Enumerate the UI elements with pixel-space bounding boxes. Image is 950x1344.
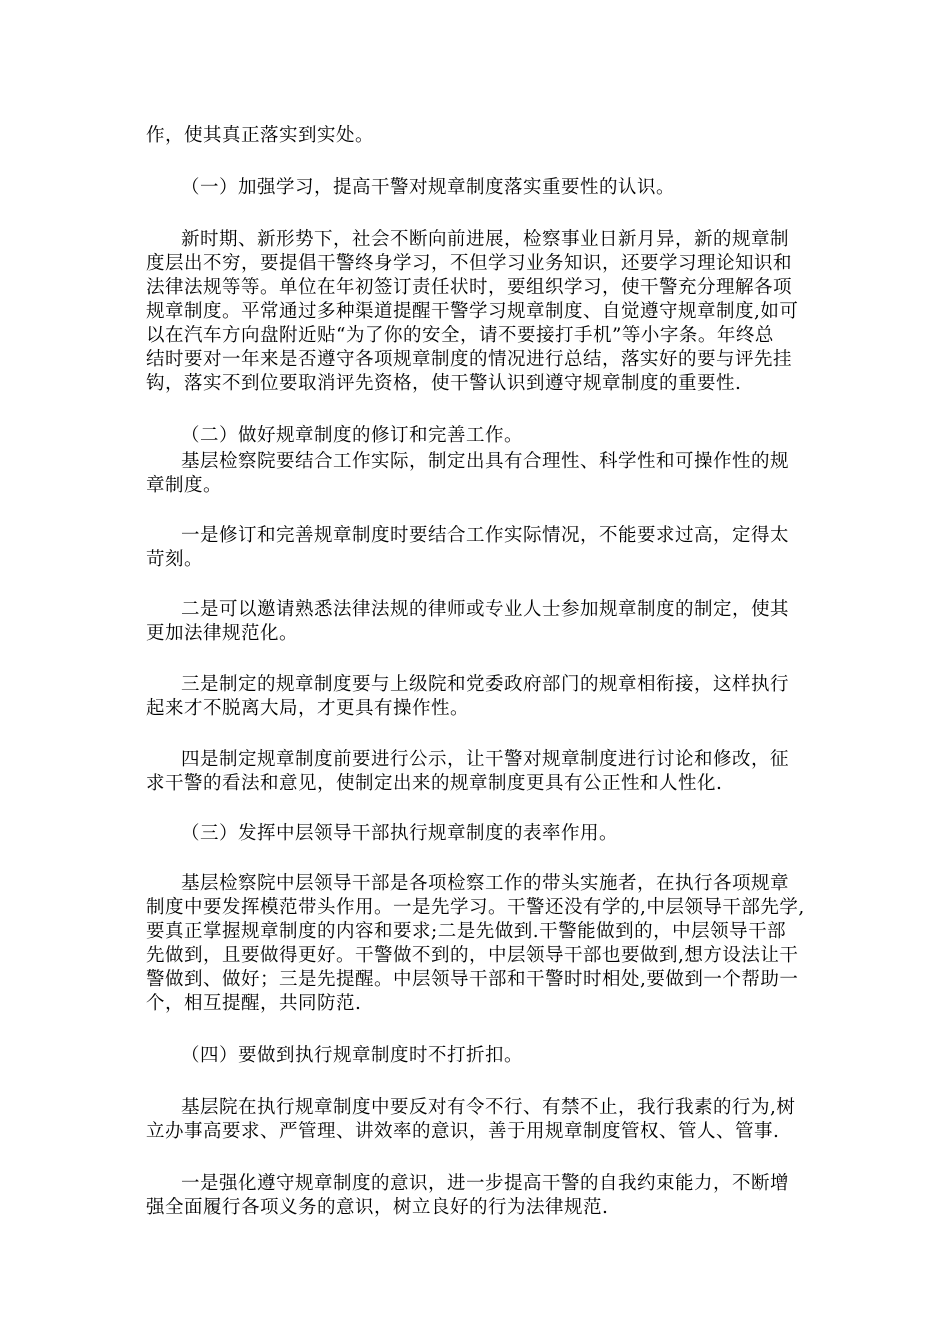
- text-line: 要真正掌握规章制度的内容和要求;二是先做到.干警能做到的，中层领导干部: [146, 921, 787, 942]
- section-heading: （四）要做到执行规章制度时不打折扣。: [181, 1045, 524, 1066]
- text-line: 章制度。: [146, 475, 223, 496]
- text-line: 基层检察院要结合工作实际，制定出具有合理性、科学性和可操作性的规: [181, 451, 790, 472]
- text-line: 强全面履行各项义务的意识，树立良好的行为法律规范.: [146, 1197, 609, 1218]
- text-line: 起来才不脱离大局，才更具有操作性。: [146, 698, 470, 719]
- text-line: 先做到，且要做得更好。干警做不到的，中层领导干部也要做到,想方设法让干: [146, 945, 799, 966]
- text-line: 制度中要发挥模范带头作用。一是先学习。干警还没有学的,中层领导干部先学,: [146, 897, 805, 918]
- text-line: 度层出不穷，要提倡干警终身学习，不但学习业务知识，还要学习理论知识和: [146, 253, 793, 274]
- text-line: 基层院在执行规章制度中要反对有令不行、有禁不止，我行我素的行为,树: [181, 1097, 796, 1118]
- text-line: 一是强化遵守规章制度的意识，进一步提高干警的自我约束能力，不断增: [181, 1173, 790, 1194]
- text-line: 二是可以邀请熟悉法律法规的律师或专业人士参加规章制度的制定，使其: [181, 599, 790, 620]
- section-heading: （一）加强学习，提高干警对规章制度落实重要性的认识。: [181, 177, 676, 198]
- text-line: 结时要对一年来是否遵守各项规章制度的情况进行总结，落实好的要与评先挂: [146, 349, 793, 370]
- section-heading: （二）做好规章制度的修订和完善工作。: [181, 425, 524, 446]
- text-line: 一是修订和完善规章制度时要结合工作实际情况，不能要求过高，定得太: [181, 525, 790, 546]
- text-line: 钩，落实不到位要取消评先资格，使干警认识到遵守规章制度的重要性.: [146, 373, 742, 394]
- text-line: 苛刻。: [146, 549, 204, 570]
- text-line: 基层检察院中层领导干部是各项检察工作的带头实施者，在执行各项规章: [181, 873, 790, 894]
- text-line: 规章制度。平常通过多种渠道提醒干警学习规章制度、自觉遵守规章制度,如可: [146, 301, 799, 322]
- text-line: 作，使其真正落实到实处。: [146, 125, 375, 146]
- text-line: 以在汽车方向盘附近贴“为了你的安全，请不要接打手机”等小字条。年终总: [146, 325, 774, 346]
- section-heading: （三）发挥中层领导干部执行规章制度的表率作用。: [181, 823, 619, 844]
- text-line: 更加法律规范化。: [146, 623, 299, 644]
- text-line: 个，相互提醒，共同防范.: [146, 993, 362, 1014]
- text-line: 三是制定的规章制度要与上级院和党委政府部门的规章相衔接，这样执行: [181, 674, 790, 695]
- text-line: 求干警的看法和意见，使制定出来的规章制度更具有公正性和人性化.: [146, 773, 723, 794]
- text-line: 新时期、新形势下，社会不断向前进展，检察事业日新月异，新的规章制: [181, 229, 790, 250]
- text-line: 法律法规等等。单位在年初签订责任状时，要组织学习，使干警充分理解各项: [146, 277, 793, 298]
- text-line: 四是制定规章制度前要进行公示，让干警对规章制度进行讨论和修改，征: [181, 749, 790, 770]
- text-line: 立办事高要求、严管理、讲效率的意识，善于用规章制度管权、管人、管事.: [146, 1121, 780, 1142]
- text-line: 警做到、做好；三是先提醒。中层领导干部和干警时时相处,要做到一个帮助一: [146, 969, 799, 990]
